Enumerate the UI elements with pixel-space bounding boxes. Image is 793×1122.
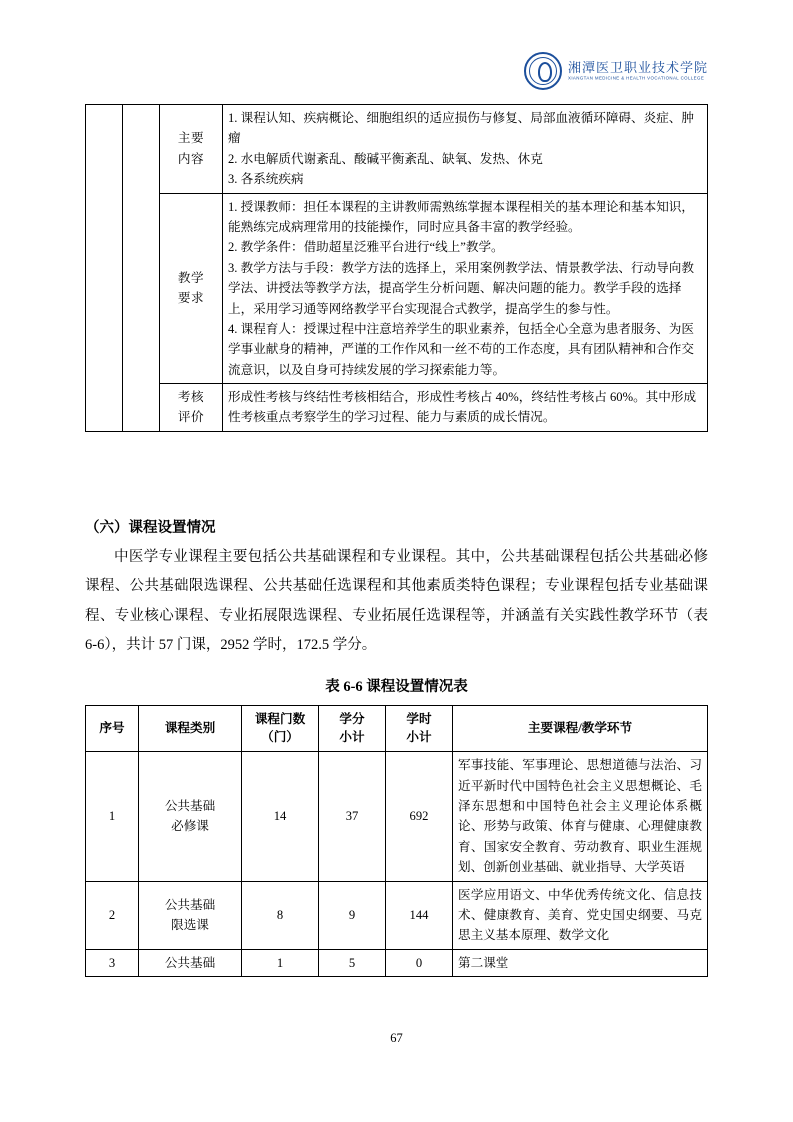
outline-content-main-content: [223, 105, 708, 194]
college-name-en: XIANGTAN MEDICINE & HEALTH VOCATIONAL COLLEGE: [567, 74, 705, 81]
header-course-count-line1: 课程门数: [254, 712, 306, 726]
table-row: [86, 752, 708, 881]
row-hours: 0: [386, 949, 453, 976]
page-number: 67: [390, 1031, 403, 1045]
row-category-line2: 限选课: [171, 918, 209, 933]
row-main-courses: 医学应用语文、中华优秀传统文化、信息技术、健康教育、美育、党史国史纲要、马克思主义基本原理、数学文化: [453, 881, 708, 949]
row-no: 3: [86, 949, 139, 976]
outline-line: 1. 课程认知、疾病概论、细胞组织的适应损伤与修复、局部血液循环障碍、炎症、肿瘤: [228, 111, 694, 146]
row-main-courses: 军事技能、军事理论、思想道德与法治、习近平新时代中国特色社会主义思想概论、毛泽东思想和中国特色社会主义理论体系概论、形势与政策、体育与健康、心理健康教育、国家安全教育、劳动教育、职业生涯规划、创新创业基础、就业指导、大学英语: [453, 752, 708, 881]
row-course-count: 1: [242, 949, 319, 976]
outline-content-assessment: [223, 384, 708, 432]
header-main-courses: 主要课程/教学环节: [453, 706, 708, 752]
college-name-cn: 湘潭医卫职业技术学院: [567, 60, 708, 76]
header-hours-line1: 学时: [406, 712, 432, 726]
row-category: [139, 881, 242, 949]
outline-line: 1. 授课教师：担任本课程的主讲教师需熟练掌握本课程相关的基本理论和基本知识，能熟练完成病理常用的技能操作，同时应具备丰富的教学经验。: [228, 199, 694, 234]
college-seal-icon: [524, 52, 562, 90]
row-hours: 144: [386, 881, 453, 949]
row-no: 2: [86, 881, 139, 949]
row-category: [139, 752, 242, 881]
header-credits-line2: 小计: [339, 729, 365, 744]
college-logo: [524, 52, 708, 90]
outline-label-teaching-requirements: 教学 要求: [160, 193, 223, 384]
outline-line: 2. 教学条件：借助超星泛雅平台进行“线上”教学。: [228, 240, 504, 255]
outline-content-teaching-requirements: [223, 193, 708, 384]
header-course-count-line2: （门）: [261, 729, 299, 744]
row-credits: 9: [319, 881, 386, 949]
row-credits: 5: [319, 949, 386, 976]
outline-line: 2. 水电解质代谢紊乱、酸碱平衡紊乱、缺氧、发热、休克: [228, 151, 543, 166]
outline-line: 3. 各系统疾病: [228, 172, 304, 187]
row-main-courses: 第二课堂: [453, 949, 708, 976]
row-category-line2: 必修课: [171, 819, 209, 834]
header-no: 序号: [86, 706, 139, 752]
section-heading: （六）课程设置情况: [85, 520, 216, 536]
row-course-count: 8: [242, 881, 319, 949]
section-paragraph: 中医学专业课程主要包括公共基础课程和专业课程。其中，公共基础课程包括公共基础必修课程、公共基础限选课程、公共基础任选课程和其他素质类特色课程；专业课程包括专业基础课程、专业核心课程、专业拓展限选课程、专业拓展任选课程等，并涵盖有关实践性教学环节（表 6-6），共计 57 门课，2952 学时，172.5 学分。: [85, 549, 708, 653]
outline-line: 形成性考核与终结性考核相结合，形成性考核占 40%，终结性考核占 60%。其中形成性考核重点考察学生的学习过程、能力与素质的成长情况。: [228, 390, 697, 425]
course-table-caption: 表 6-6 课程设置情况表: [325, 679, 468, 695]
table-row: [86, 105, 708, 194]
outline-label-assessment: 考核 评价: [160, 384, 223, 432]
table-row: [86, 949, 708, 976]
row-credits: 37: [319, 752, 386, 881]
header-credits: [319, 706, 386, 752]
row-category-line1: 公共基础: [164, 799, 216, 814]
row-hours: 692: [386, 752, 453, 881]
header-category: 课程类别: [139, 706, 242, 752]
outline-line: 3. 教学方法与手段：教学方法的选择上，采用案例教学法、情景教学法、行动导向教学法、讲授法等教学方法，提高学生分析问题、解决问题的能力。教学手段的选择上，采用学习通等网络教学平台实现混合式教学，提高学生的参与性。: [228, 260, 694, 316]
course-outline-table: [85, 104, 708, 432]
outline-label-main-content: 主要 内容: [160, 105, 223, 194]
header-hours-line2: 小计: [406, 729, 432, 744]
row-category: 公共基础: [139, 949, 242, 976]
college-logo-text: [568, 61, 708, 80]
course-setup-table: [85, 705, 708, 977]
table-row: [86, 881, 708, 949]
table-row: [86, 193, 708, 384]
row-course-count: 14: [242, 752, 319, 881]
row-category-line1: 公共基础: [164, 897, 216, 912]
header-course-count: [242, 706, 319, 752]
outline-spacer-col-1: [86, 105, 123, 432]
row-no: 1: [86, 752, 139, 881]
table-header-row: [86, 706, 708, 752]
table-row: [86, 384, 708, 432]
header-hours: [386, 706, 453, 752]
header-credits-line1: 学分: [339, 712, 365, 726]
outline-spacer-col-2: [123, 105, 160, 432]
outline-line: 4. 课程育人：授课过程中注意培养学生的职业素养，包括全心全意为患者服务、为医学事业献身的精神，严谨的工作作风和一丝不苟的工作态度，具有团队精神和合作交流意识，以及自身可持续发展的学习探索能力等。: [228, 321, 694, 377]
